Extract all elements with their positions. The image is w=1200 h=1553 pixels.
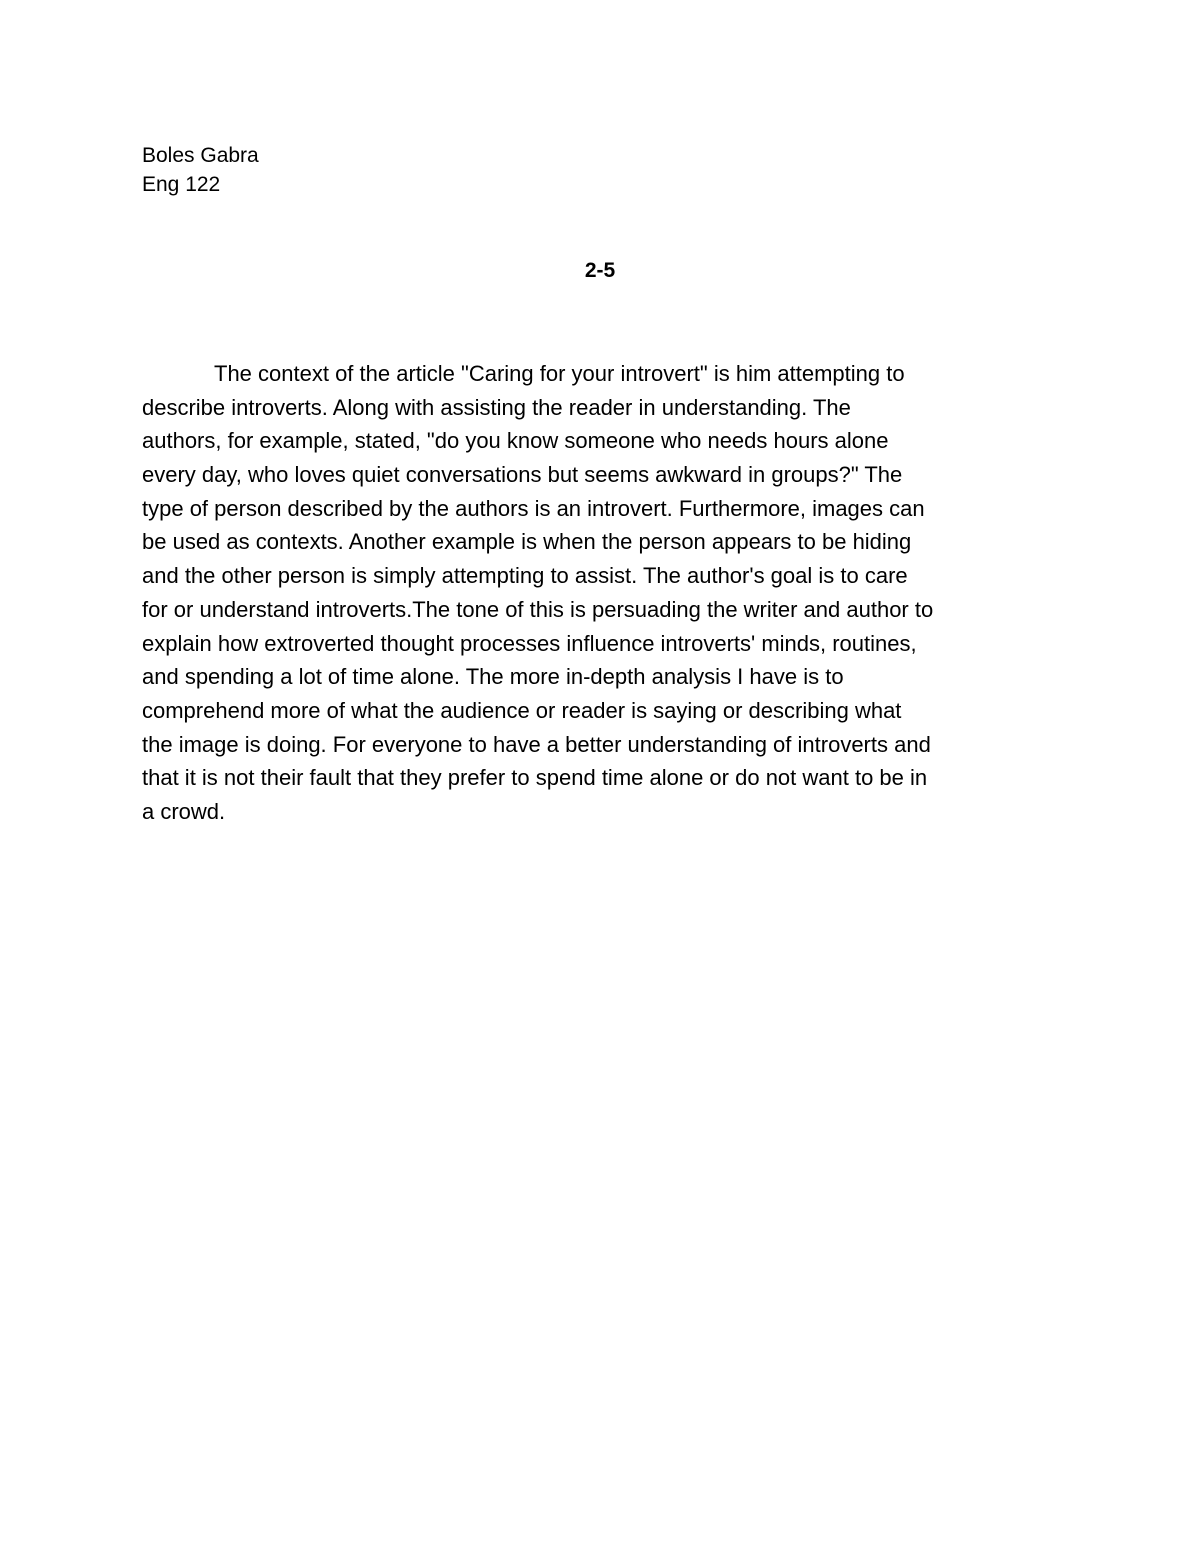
body-line: the image is doing. For everyone to have a better understanding of introverts and: [142, 731, 931, 757]
body-line: type of person described by the authors is an introvert. Furthermore, images can: [142, 495, 925, 521]
body-line: be used as contexts. Another example is when the person appears to be hiding: [142, 529, 912, 555]
body-paragraph: [142, 357, 1102, 829]
body-line: for or understand introverts.The tone of this is persuading the writer and author to: [142, 596, 934, 622]
course-name: Eng 122: [142, 173, 221, 196]
body-line: and spending a lot of time alone. The more in-depth analysis I have is to: [142, 664, 844, 690]
document-title: 2-5: [584, 259, 616, 282]
body-line: and the other person is simply attempting to assist. The author's goal is to care: [142, 563, 908, 589]
author-name: Boles Gabra: [142, 144, 259, 167]
body-line: every day, who loves quiet conversations but seems awkward in groups?" The: [142, 462, 903, 488]
body-line: describe introverts. Along with assisting the reader in understanding. The: [142, 394, 851, 420]
body-line: comprehend more of what the audience or reader is saying or describing what: [142, 697, 902, 723]
header-block: [142, 141, 259, 199]
body-line: authors, for example, stated, "do you know someone who needs hours alone: [142, 428, 889, 454]
body-line: that it is not their fault that they prefer to spend time alone or do not want to be in: [142, 765, 928, 791]
body-line: explain how extroverted thought processes influence introverts' minds, routines,: [142, 630, 917, 656]
body-line: The context of the article "Caring for your introvert" is him attempting to: [214, 361, 905, 386]
body-line: a crowd.: [142, 798, 226, 824]
